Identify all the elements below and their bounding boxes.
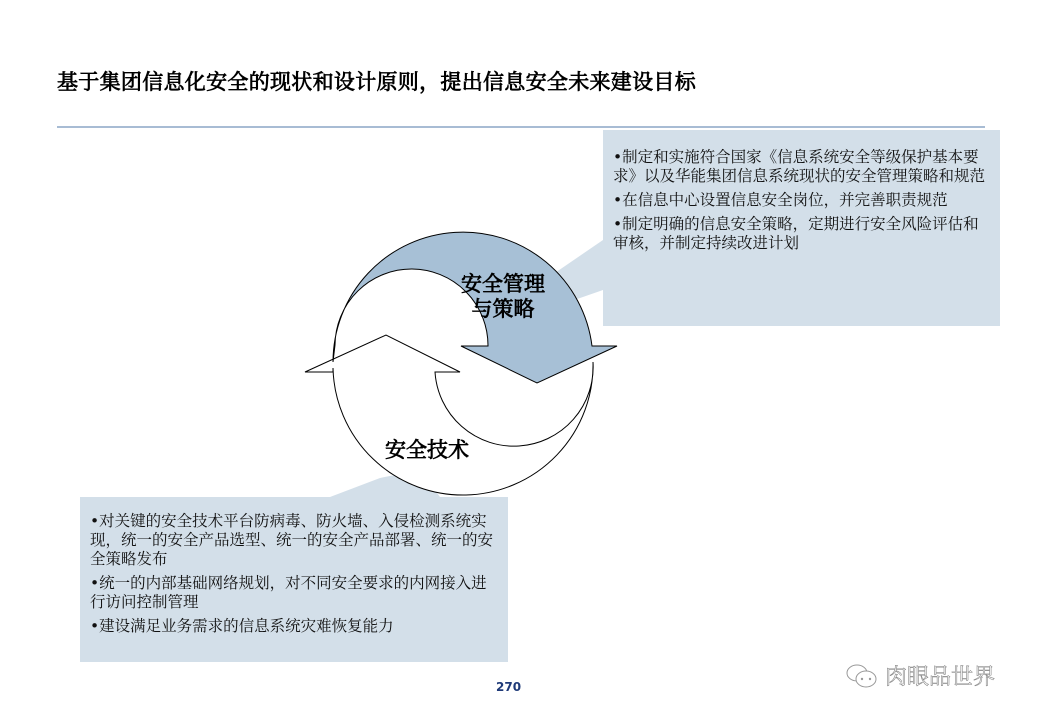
management-item: •在信息中心设置信息安全岗位，并完善职责规范 (613, 191, 948, 209)
watermark-text: 肉眼品世界 (885, 665, 996, 690)
technology-item: •统一的内部基础网络规划，对不同安全要求的内网接入进行访问控制管理 (90, 574, 487, 611)
wechat-icon (845, 662, 879, 690)
management-label (448, 272, 558, 322)
management-label-line2: 与策略 (471, 297, 535, 321)
technology-item: •建设满足业务需求的信息系统灾难恢复能力 (90, 617, 394, 635)
technology-item: •对关键的安全技术平台防病毒、防火墙、入侵检测系统实现，统一的安全产品选型、统一的安全产品部署、统一的安全策略发布 (90, 512, 494, 568)
page-title: 基于集团信息化安全的现状和设计原则，提出信息安全未来建设目标 (57, 70, 696, 94)
page-number: 270 (496, 680, 522, 694)
technology-callout (80, 497, 508, 662)
management-item: •制定明确的信息安全策略，定期进行安全风险评估和审核，并制定持续改进计划 (613, 215, 979, 252)
management-item: •制定和实施符合国家《信息系统安全等级保护基本要求》以及华能集团信息系统现状的安全管理策略和规范 (613, 148, 986, 185)
watermark (845, 660, 995, 691)
management-label-line1: 安全管理 (461, 272, 545, 296)
technology-label: 安全技术 (385, 438, 469, 462)
management-callout (603, 130, 1000, 326)
